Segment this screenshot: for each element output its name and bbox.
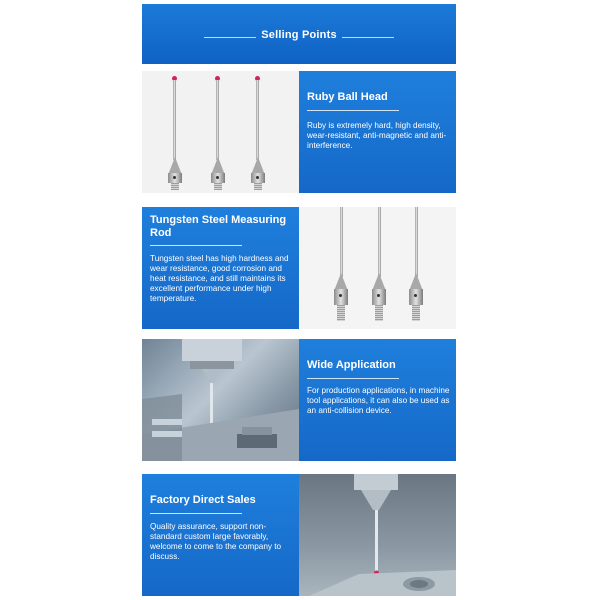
probe-in-use-illustration	[299, 474, 456, 596]
section-divider	[150, 513, 242, 514]
ruby-probes-image	[142, 71, 299, 193]
section-wide-application	[142, 339, 456, 461]
section-description: Quality assurance, support non-standard custom large favorably, welcome to come to the company to discuss.	[150, 522, 282, 561]
section-title: Ruby Ball Head	[307, 91, 388, 103]
wide-application-panel	[299, 339, 456, 461]
header-divider-right	[342, 37, 394, 38]
section-ruby-ball-head	[142, 71, 456, 193]
section-description: Tungsten steel has high hardness and wear resistance, good corrosion and heat resistance, and still maintains its excellent performance under high temperature.	[150, 254, 289, 303]
selling-points-header	[142, 4, 456, 64]
section-factory-direct-sales	[142, 474, 456, 596]
section-divider	[307, 378, 399, 379]
tungsten-rods-image	[299, 207, 456, 329]
probe-in-use-image	[299, 474, 456, 596]
section-tungsten-steel-rod	[142, 207, 456, 329]
section-title: Factory Direct Sales	[150, 494, 256, 506]
section-description: For production applications, in machine tool applications, it can also be used as an anti-collision device.	[307, 386, 450, 415]
factory-direct-sales-panel	[142, 474, 299, 596]
section-divider	[307, 110, 399, 111]
ruby-ball-head-panel	[299, 71, 456, 193]
section-description: Ruby is extremely hard, high density, wear-resistant, anti-magnetic and anti-interference.	[307, 121, 447, 150]
section-title: Tungsten Steel Measuring Rod	[150, 214, 287, 239]
machine-tool-illustration	[142, 339, 299, 461]
machine-tool-image	[142, 339, 299, 461]
section-divider	[150, 245, 242, 246]
header-title: Selling Points	[261, 29, 337, 41]
section-title: Wide Application	[307, 359, 396, 371]
tungsten-steel-panel	[142, 207, 299, 329]
